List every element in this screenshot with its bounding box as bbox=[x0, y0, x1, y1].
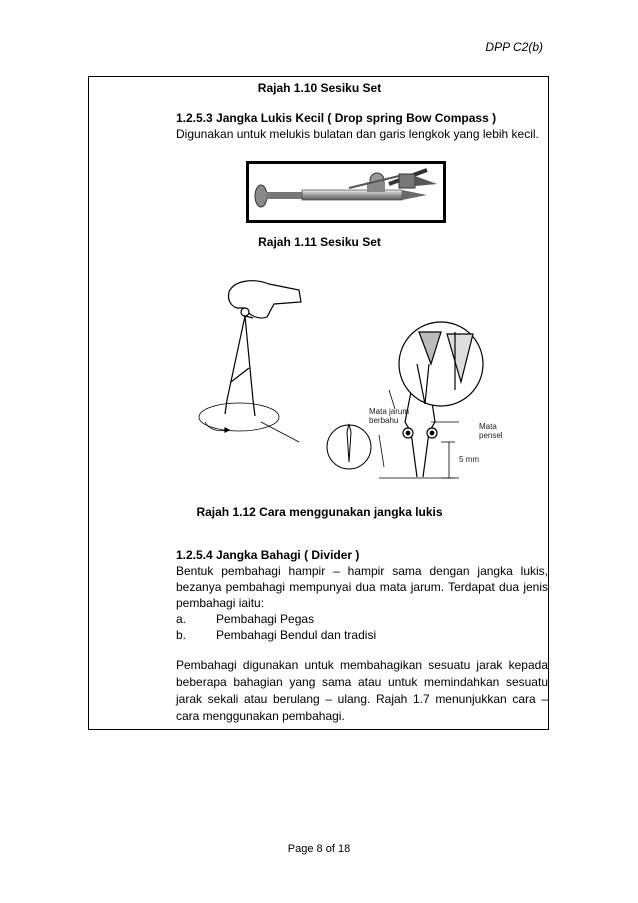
svg-text:pensel: pensel bbox=[479, 431, 503, 440]
document-code: DPP C2(b) bbox=[485, 40, 543, 54]
list-item bbox=[176, 611, 314, 627]
content-frame bbox=[88, 76, 549, 730]
section-paragraph-1-2-5-4: Bentuk pembahagi hampir – hampir sama dengan jangka lukis, bezanya pembahagi mempunyai dua mata jarum. Terdapat dua jenis pembahagi iaitu: bbox=[176, 564, 548, 610]
caption-rajah-1-12: Rajah 1.12 Cara menggunakan jangka lukis bbox=[196, 505, 443, 519]
svg-text:Mata: Mata bbox=[479, 422, 497, 431]
caption-rajah-1-11: Rajah 1.11 Sesiku Set bbox=[258, 235, 381, 249]
list-letter: a. bbox=[176, 612, 187, 626]
magnified-compass-tips bbox=[399, 322, 483, 406]
hand-with-compass-drawing bbox=[199, 281, 301, 432]
list-text: Pembahagi Pegas bbox=[216, 612, 315, 626]
section-paragraph-dividers: Pembahagi digunakan untuk membahagikan sesuatu jarak kepada beberapa bahagian yang sama atau untuk memindahkan sesuatu jarak sekali atau berulang – ulang. Rajah 1.7 menunjukkan cara – cara menggunakan pembahagi. bbox=[176, 658, 548, 723]
svg-text:5 mm: 5 mm bbox=[459, 455, 479, 464]
bow-compass-illustration bbox=[249, 164, 443, 220]
section-title-1-2-5-4: 1.2.5.4 Jangka Bahagi ( Divider ) bbox=[176, 548, 360, 562]
magnified-needle-point bbox=[327, 424, 371, 469]
page-number: Page 8 of 18 bbox=[287, 843, 351, 855]
list-text: Pembahagi Bendul dan tradisi bbox=[216, 628, 377, 642]
list-item bbox=[176, 627, 376, 643]
list-letter: b. bbox=[176, 628, 187, 642]
section-text-1-2-5-3: Digunakan untuk melukis bulatan dan garis lengkok yang lebih kecil. bbox=[176, 127, 539, 141]
section-title-1-2-5-3: 1.2.5.3 Jangka Lukis Kecil ( Drop spring Bow Compass ) bbox=[176, 111, 497, 125]
bow-compass-photo bbox=[246, 161, 446, 223]
compass-usage-figure bbox=[179, 272, 509, 487]
svg-text:Mata jarum: Mata jarum bbox=[369, 407, 410, 416]
svg-text:berbahu: berbahu bbox=[369, 416, 399, 425]
caption-rajah-1-10: Rajah 1.10 Sesiku Set bbox=[257, 81, 382, 95]
